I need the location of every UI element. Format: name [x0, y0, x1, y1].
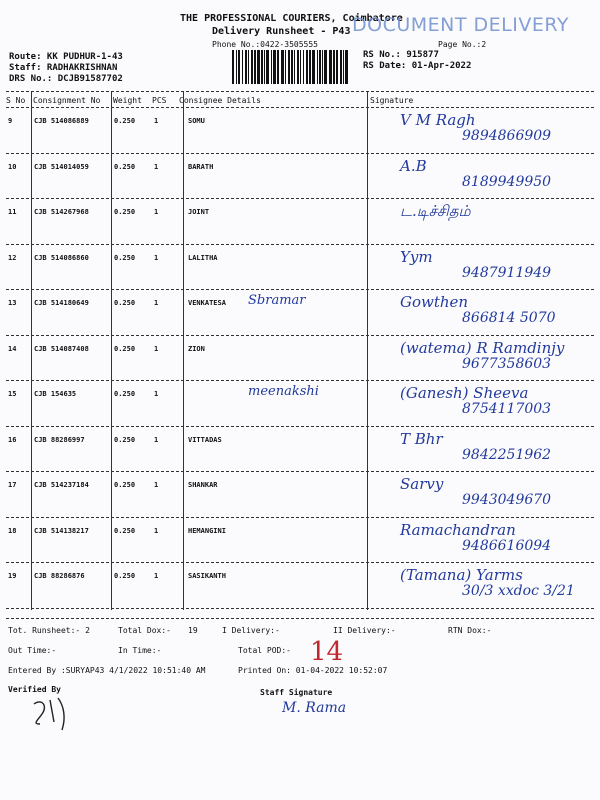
barcode-bar [232, 50, 234, 84]
row-weight: 0.250 [114, 435, 136, 444]
row-weight: 0.250 [114, 162, 136, 171]
verified-by-label: Verified By [8, 685, 61, 694]
col-sno: S No [6, 96, 26, 105]
total-pod-label: Total POD:- [238, 646, 291, 655]
row-consignment-no: CJB 514087408 [34, 344, 89, 353]
row-sno: 11 [8, 208, 17, 216]
row-consignee-handwritten: Sbramar [248, 293, 306, 308]
row-signature: A.B [400, 156, 427, 175]
ii-delivery: II Delivery:- [333, 626, 396, 635]
row-pcs: 1 [154, 435, 159, 444]
row-signature-phone: 30/3 xxdoc 3/21 [462, 583, 575, 599]
barcode-bar [236, 50, 237, 84]
row-consignee: ZION [188, 344, 205, 353]
barcode-bar [312, 50, 315, 84]
row-consignment-no: CJB 88286997 [34, 435, 85, 444]
barcode-bar [297, 50, 299, 84]
row-weight: 0.250 [114, 481, 136, 489]
row-sno: 13 [8, 299, 17, 307]
verifier-signature-scribble [28, 694, 98, 734]
staff-signature-label: Staff Signature [260, 688, 333, 697]
out-time: Out Time:- [8, 646, 57, 655]
row-signature: Sarvy [400, 475, 444, 493]
barcode-bar [254, 50, 256, 84]
footer-rule [6, 618, 594, 619]
barcode-bar [257, 50, 260, 84]
barcode-bar [285, 50, 286, 84]
row-consignee: LALITHA [188, 253, 218, 262]
row-sno: 19 [8, 572, 17, 580]
row-signature-phone: 866814 5070 [462, 310, 556, 326]
col-consignment: Consignment No [33, 96, 101, 105]
in-time: In Time:- [118, 646, 162, 655]
page-number: Page No.:2 [438, 40, 487, 49]
barcode-bar [291, 50, 293, 84]
barcode-bar [261, 50, 263, 84]
row-consignment-no: CJB 514014059 [34, 162, 89, 171]
drs-number: DRS No.: DCJB91587702 [9, 74, 123, 84]
staff-signature-hw: M. Rama [282, 700, 347, 716]
row-sno: 10 [8, 162, 17, 171]
col-weight: Weight [113, 96, 142, 105]
row-weight: 0.250 [114, 299, 136, 307]
row-signature-phone: 8754117003 [462, 401, 552, 417]
row-consignee: VENKATESA [188, 299, 226, 307]
row-sno: 9 [8, 117, 13, 125]
row-consignee: SHANKAR [188, 481, 218, 489]
row-pcs: 1 [154, 117, 159, 125]
row-consignee: JOINT [188, 208, 210, 216]
row-signature-phone: 9842251962 [462, 446, 552, 463]
row-weight: 0.250 [114, 253, 136, 262]
total-dox-label: Total Dox:- [118, 626, 171, 635]
row-signature: (Tamana) Yarms [400, 566, 523, 584]
barcode-bar [245, 50, 247, 84]
barcode-bar [277, 50, 279, 84]
row-pcs: 1 [154, 481, 159, 489]
row-signature-phone: 9677358603 [462, 355, 552, 372]
barcode-bar [300, 50, 301, 84]
barcode-bar [345, 50, 348, 84]
barcode-bar [324, 50, 327, 84]
row-divider [6, 153, 594, 154]
row-pcs: 1 [154, 299, 159, 307]
row-consignment-no: CJB 514180649 [34, 299, 89, 307]
row-sno: 15 [8, 390, 17, 398]
row-divider [6, 517, 594, 518]
barcode-bar [281, 50, 284, 84]
row-consignment-no: CJB 514138217 [34, 526, 89, 535]
row-signature-phone: 9943049670 [462, 492, 552, 508]
row-consignee: SOMU [188, 117, 205, 125]
barcode-bar [273, 50, 276, 84]
col-divider [183, 92, 184, 610]
rs-number: RS No.: 915877 [363, 50, 439, 60]
barcode-bar [319, 50, 321, 84]
header-top-rule [6, 91, 594, 92]
barcode-bar [266, 50, 269, 84]
row-consignee-handwritten: meenakshi [248, 384, 319, 399]
row-pcs: 1 [154, 572, 159, 580]
i-delivery: I Delivery:- [222, 626, 280, 635]
row-consignment-no: CJB 154635 [34, 390, 77, 398]
barcode-bar [251, 50, 253, 84]
row-pcs: 1 [154, 162, 159, 171]
row-consignee: VITTADAS [188, 435, 222, 444]
barcode-bar [333, 50, 335, 84]
row-pcs: 1 [154, 253, 159, 262]
row-consignment-no: CJB 514237184 [34, 481, 89, 489]
barcode-bar [248, 50, 249, 84]
barcode-bar [294, 50, 295, 84]
document-delivery-stamp: DOCUMENT DELIVERY [352, 14, 569, 36]
row-divider [6, 289, 594, 290]
staff: Staff: RADHAKRISHNAN [9, 63, 118, 73]
row-weight: 0.250 [114, 208, 136, 216]
row-signature: Yym [400, 247, 433, 266]
barcode-bar [336, 50, 338, 84]
row-pcs: 1 [154, 526, 159, 535]
col-pcs: PCS [152, 96, 167, 105]
rtn-dox: RTN Dox:- [448, 626, 492, 635]
row-sno: 18 [8, 526, 17, 535]
header-bottom-rule [6, 107, 594, 108]
barcode-bar [271, 50, 272, 84]
entered-by: Entered By :SURYAP43 4/1/2022 10:51:40 AM [8, 666, 206, 675]
company-name: THE PROFESSIONAL COURIERS, Coimbatore [180, 13, 403, 24]
row-divider [6, 198, 594, 199]
barcode-bar [264, 50, 265, 84]
row-divider [6, 244, 594, 245]
barcode-bar [322, 50, 323, 84]
row-pcs: 1 [154, 208, 159, 216]
row-signature: (Ganesh) Sheeva [400, 384, 529, 402]
row-pcs: 1 [154, 344, 159, 353]
barcode-bar [343, 50, 344, 84]
row-divider [6, 608, 594, 609]
tot-runsheet: Tot. Runsheet:- 2 [8, 626, 90, 635]
col-consignee: Consignee Details [179, 96, 261, 105]
total-pod-value: 14 [310, 637, 344, 667]
runsheet-title: Delivery Runsheet - P43 [212, 26, 351, 37]
row-consignment-no: CJB 514086860 [34, 253, 89, 262]
row-divider [6, 426, 594, 427]
row-weight: 0.250 [114, 572, 136, 580]
row-divider [6, 562, 594, 563]
printed-on: Printed On: 01-04-2022 10:52:07 [238, 666, 388, 675]
row-sno: 16 [8, 435, 17, 444]
barcode-bar [303, 50, 304, 84]
row-signature: V M Ragh [400, 111, 476, 129]
row-sno: 14 [8, 344, 17, 353]
row-weight: 0.250 [114, 117, 136, 125]
barcode-bar [238, 50, 240, 84]
barcode-bar [317, 50, 318, 84]
rs-date: RS Date: 01-Apr-2022 [363, 61, 472, 71]
row-pcs: 1 [154, 390, 159, 398]
row-consignee: HEMANGINI [188, 526, 226, 535]
row-signature-phone: 9894866909 [462, 128, 552, 144]
row-consignee: SASIKANTH [188, 572, 226, 580]
phone-number: Phone No.:0422-3505555 [212, 40, 318, 49]
row-signature: (watema) R Ramdinjy [400, 338, 565, 357]
row-consignment-no: CJB 88286876 [34, 572, 85, 580]
barcode-bar [288, 50, 290, 84]
row-consignment-no: CJB 514267968 [34, 208, 89, 216]
barcode-bar [340, 50, 342, 84]
row-signature: ட.டிச்சிதம் [400, 202, 471, 220]
row-signature-phone: 8189949950 [462, 173, 552, 190]
route: Route: KK PUDHUR-1-43 [9, 52, 123, 62]
col-divider [31, 92, 32, 610]
barcode [232, 50, 350, 86]
row-weight: 0.250 [114, 526, 136, 535]
barcode-bar [242, 50, 243, 84]
col-signature: Signature [370, 96, 414, 105]
row-divider [6, 335, 594, 336]
row-signature: Gowthen [400, 293, 469, 311]
total-dox-value: 19 [188, 626, 198, 635]
row-divider [6, 380, 594, 381]
row-consignee: BARATH [188, 162, 214, 171]
row-sno: 17 [8, 481, 17, 489]
barcode-bar [309, 50, 311, 84]
row-signature-phone: 9487911949 [462, 264, 552, 281]
barcode-bar [329, 50, 332, 84]
row-signature: T Bhr [400, 429, 443, 448]
row-consignment-no: CJB 514086889 [34, 117, 89, 125]
row-signature-phone: 9486616094 [462, 537, 552, 554]
row-sno: 12 [8, 253, 17, 262]
row-weight: 0.250 [114, 390, 136, 398]
barcode-bar [306, 50, 308, 84]
row-divider [6, 471, 594, 472]
col-divider [367, 92, 368, 610]
col-divider [111, 92, 112, 610]
row-signature: Ramachandran [400, 520, 516, 539]
row-weight: 0.250 [114, 344, 136, 353]
